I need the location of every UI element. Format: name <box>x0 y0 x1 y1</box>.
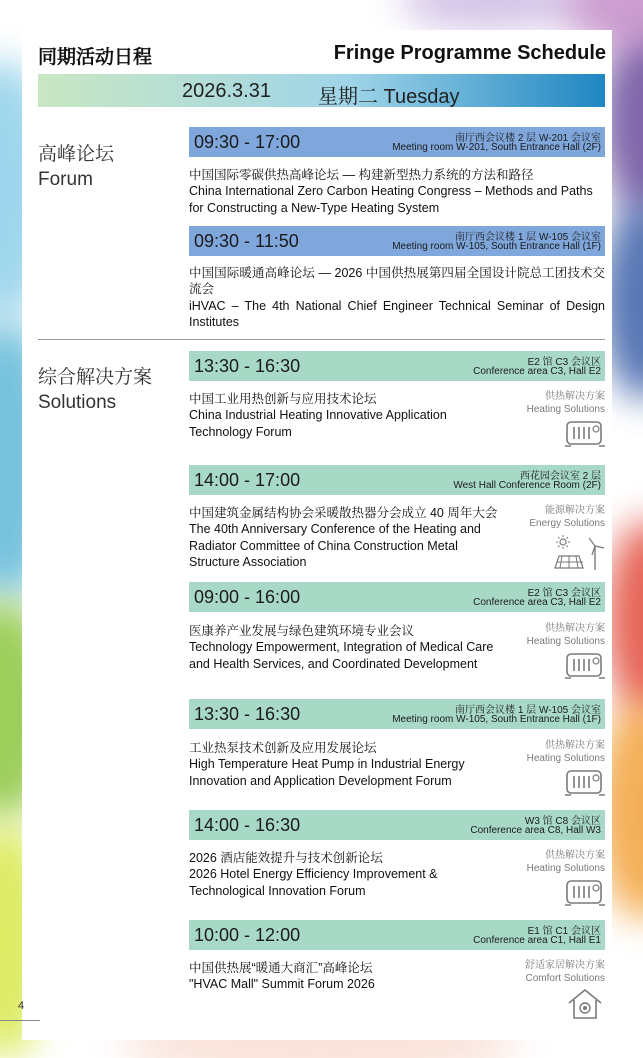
home-comfort-icon <box>565 987 605 1021</box>
event-time-bar <box>189 351 605 381</box>
event-room-zh: W3 馆 C8 会议区 <box>524 816 601 827</box>
event-time-bar <box>189 582 605 612</box>
solution-tag: 供热解决方案 Heating Solutions <box>495 739 605 799</box>
page-number: 4 <box>18 1000 25 1012</box>
event-time-bar <box>189 920 605 950</box>
event-room-en: Conference area C3, Hall E2 <box>473 597 601 608</box>
event-time: 14:00 - 16:30 <box>194 815 301 835</box>
event-room-zh: E2 馆 C3 会议区 <box>527 357 601 368</box>
radiator-icon <box>565 767 605 799</box>
radiator-icon <box>565 650 605 682</box>
event-description: 工业热泵技术创新及应用发展论坛 High Temperature Heat Pump in Industrial Energy Innovation and Application Development Forum <box>189 741 465 788</box>
event-room-en: West Hall Conference Room (2F) <box>453 480 601 491</box>
event-room-en: Conference area C3, Hall E2 <box>473 366 601 377</box>
event-time: 09:30 - 11:50 <box>194 231 299 251</box>
header-title-en: Fringe Programme Schedule <box>333 42 606 64</box>
solar-wind-icon <box>551 532 605 572</box>
event-room-en: Meeting room W-105, South Entrance Hall (1F) <box>392 714 601 725</box>
event-time: 13:30 - 16:30 <box>194 356 301 376</box>
event-room-zh: E1 馆 C1 会议区 <box>527 926 601 937</box>
event-room-en: Meeting room W-201, South Entrance Hall (2F) <box>392 142 601 153</box>
event-room-en: Conference area C1, Hall E1 <box>473 935 601 946</box>
event-room-en: Meeting room W-105, South Entrance Hall (1F) <box>392 241 601 252</box>
event-description: 中国建筑金属结构协会采暖散热器分会成立 40 周年大会 The 40th Anniversary Conference of the Heating and Radiator Committee of China Construction Metal Structure Association <box>189 506 498 569</box>
event-time: 14:00 - 17:00 <box>194 470 301 490</box>
event-time-bar <box>189 699 605 729</box>
page-header <box>38 40 606 68</box>
section-divider <box>38 339 605 340</box>
weekday-text: 星期二 Tuesday <box>318 86 460 108</box>
event-description: 医康养产业发展与绿色建筑环境专业会议 Technology Empowerment, Integration of Medical Care and Health Services, and Coordinated Development <box>189 624 494 671</box>
page-number-rule <box>0 1020 40 1021</box>
event-room-zh: 西花园会议室 2 层 <box>519 471 601 482</box>
section-solutions-label: 综合解决方案 Solutions <box>38 367 153 413</box>
header-title-zh: 同期活动日程 <box>38 47 153 68</box>
event-time-bar <box>189 127 605 157</box>
event-description: 中国工业用热创新与应用技术论坛 China Industrial Heating Innovative Application Technology Forum <box>189 392 447 439</box>
event-time-bar <box>189 810 605 840</box>
event-room-zh: E2 馆 C3 会议区 <box>527 588 601 599</box>
solution-tag: 舒适家居解决方案 Comfort Solutions <box>495 959 605 1021</box>
event-description: 中国国际暖通高峰论坛 — 2026 中国供热展第四届全国设计院总工团技术交流会 iHVAC – The 4th National Chief Engineer Technical Seminar of Design Institutes <box>189 266 605 329</box>
section-forum-label: 高峰论坛 Forum <box>38 144 115 190</box>
solution-tag: 能源解决方案 Energy Solutions <box>495 504 605 572</box>
date-text: 2026.3.31 <box>182 80 271 102</box>
date-bar <box>38 74 605 107</box>
solution-tag: 供热解决方案 Heating Solutions <box>495 390 605 450</box>
schedule-page <box>22 30 612 1040</box>
event-room-zh: 南厅西会议楼 1 层 W-105 会议室 <box>455 705 601 716</box>
event-room-zh: 南厅西会议楼 2 层 W-201 会议室 <box>455 133 601 144</box>
event-description: 2026 酒店能效提升与技术创新论坛 2026 Hotel Energy Efficiency Improvement & Technological Innovation Forum <box>189 851 438 898</box>
solution-tag: 供热解决方案 Heating Solutions <box>495 849 605 909</box>
event-room-en: Conference area C8, Hall W3 <box>470 825 601 836</box>
radiator-icon <box>565 418 605 450</box>
radiator-icon <box>565 877 605 909</box>
event-room-zh: 南厅西会议楼 1 层 W-105 会议室 <box>455 232 601 243</box>
event-description: 中国国际零碳供热高峰论坛 — 构建新型热力系统的方法和路径 China International Zero Carbon Heating Congress – Methods and Paths for Constructing a New-Type Heating System <box>189 168 593 215</box>
solution-tag: 供热解决方案 Heating Solutions <box>495 622 605 682</box>
event-time: 09:00 - 16:00 <box>194 587 301 607</box>
event-time: 10:00 - 12:00 <box>194 925 301 945</box>
event-time-bar <box>189 465 605 495</box>
event-time: 13:30 - 16:30 <box>194 704 301 724</box>
event-time-bar <box>189 226 605 256</box>
event-description: 中国供热展“暖通大商汇”高峰论坛 "HVAC Mall" Summit Forum 2026 <box>189 961 375 992</box>
event-time: 09:30 - 17:00 <box>194 132 301 152</box>
